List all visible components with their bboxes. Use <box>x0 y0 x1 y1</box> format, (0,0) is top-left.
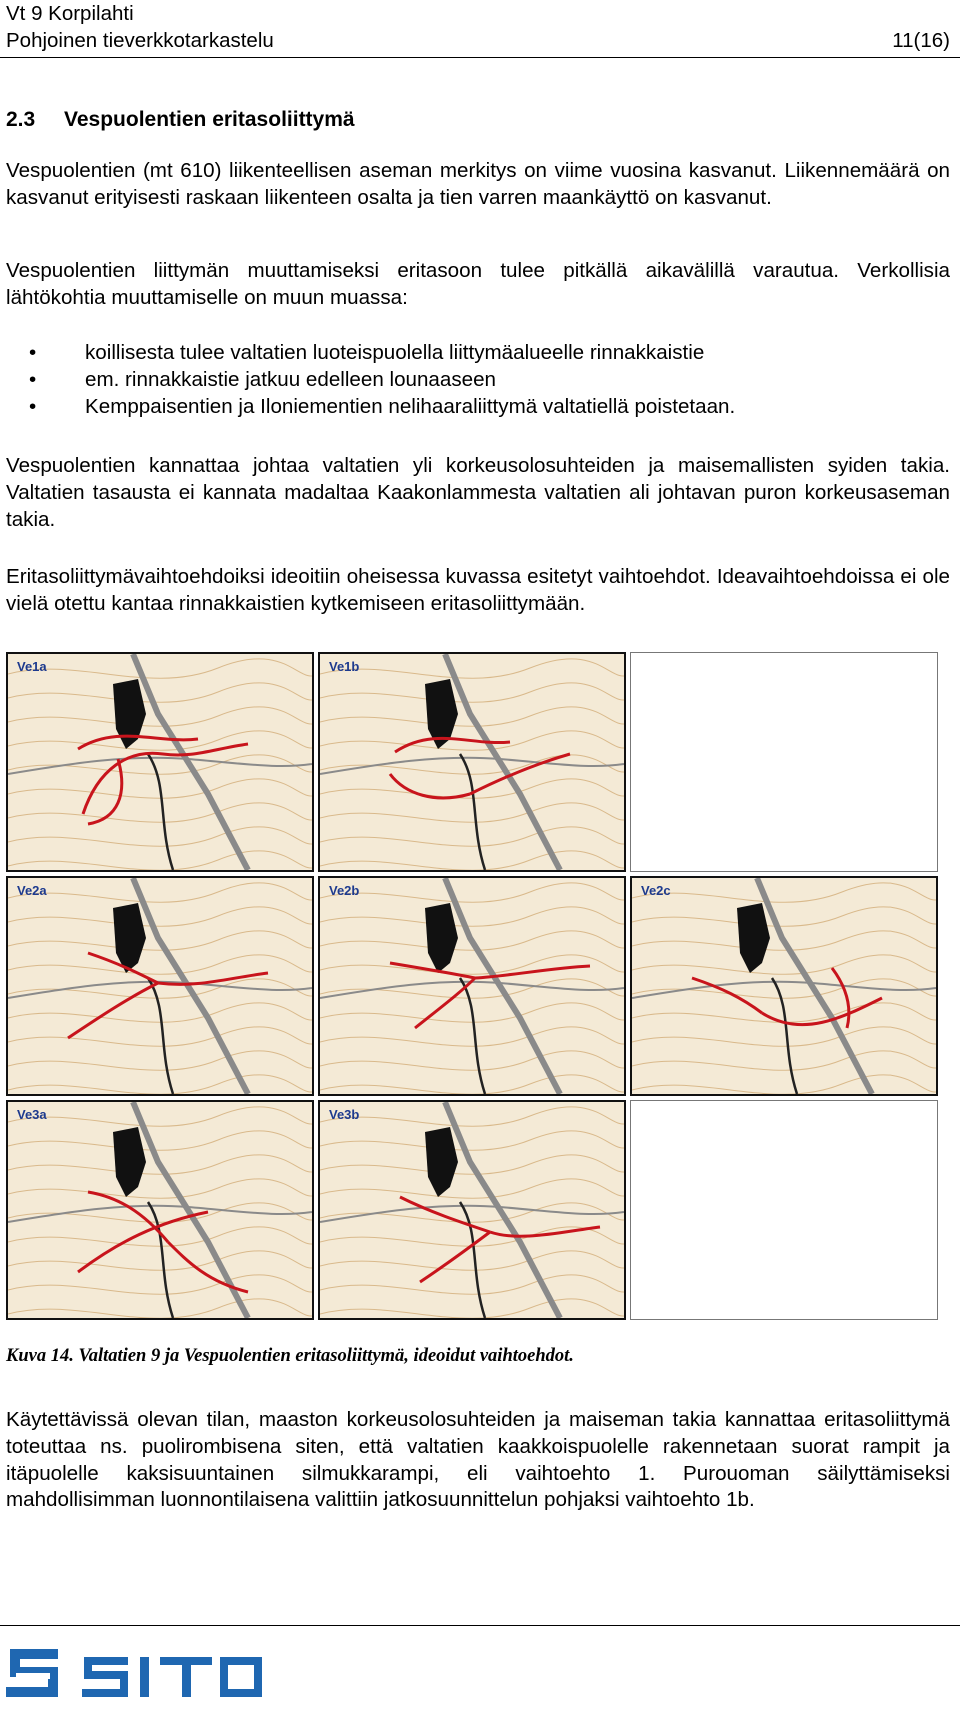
page-header <box>6 0 950 54</box>
section-number: 2.3 <box>6 108 36 131</box>
figure-caption: Kuva 14. Valtatien 9 ja Vespuolentien eritasoliittymä, ideoidut vaihtoehdot. <box>6 1346 574 1366</box>
paragraph-1: Vespuolentien (mt 610) liikenteellisen aseman merkitys on viime vuosina kasvanut. Liikennemäärä on kasvanut erityisesti raskaan liikenteen osalta ja tien varren maankäyttö on kasvanut. <box>6 159 950 209</box>
map-panel <box>318 652 626 872</box>
map-panel <box>318 1100 626 1320</box>
sito-logo <box>6 1643 266 1703</box>
map-image <box>320 878 624 1094</box>
section-title-text: Vespuolentien eritasoliittymä <box>64 108 355 131</box>
paragraph-2: Vespuolentien liittymän muuttamiseksi eritasoon tulee pitkällä aikavälillä varautua. Verkollisia lähtökohtia muuttamiselle on muun muassa: <box>6 259 950 309</box>
map-image <box>320 1102 624 1318</box>
list-item: • em. rinnakkaistie jatkuu edelleen lounaaseen <box>6 366 950 393</box>
map-panel <box>630 876 938 1096</box>
header-page-number: 11(16) <box>892 29 950 52</box>
map-panel <box>630 1100 938 1320</box>
map-image <box>8 1102 312 1318</box>
map-image <box>631 653 937 871</box>
header-project-title: Vt 9 Korpilahti <box>6 2 134 25</box>
section-heading <box>6 108 355 132</box>
map-panel <box>6 876 314 1096</box>
map-image <box>8 878 312 1094</box>
panel-label: Ve2a <box>17 883 47 898</box>
paragraph-5: Käytettävissä olevan tilan, maaston korkeusolosuhteiden ja maiseman takia kannattaa eritasoliittymä toteuttaa ns. puolirombisena siten, että valtatien kaakkoispuolelle rakennetaan suorat rampit ja itäpuolelle kaksisuuntainen silmukkarampi, eli vaihtoehto 1. Purouoman säilyttämiseksi mahdollisimman luonnontilaisena valittiin jatkosuunnittelun pohjaksi vaihtoehto 1b. <box>6 1408 950 1512</box>
map-panel <box>6 1100 314 1320</box>
list-item: • koillisesta tulee valtatien luoteispuolella liittymäalueelle rinnakkaistie <box>6 339 950 366</box>
header-divider <box>0 57 960 58</box>
paragraph-3: Vespuolentien kannattaa johtaa valtatien yli korkeusolosuhteiden ja maisemallisten syiden takia. Valtatien tasausta ei kannata madaltaa Kaakonlammesta valtatien ali johtavan puron korkeusaseman takia. <box>6 454 950 531</box>
list-item: • Kemppaisentien ja Iloniementien nelihaaraliittymä valtatiellä poistetaan. <box>6 393 950 420</box>
paragraph-4: Eritasoliittymävaihtoehdoiksi ideoitiin oheisessa kuvassa esitetyt vaihtoehdot. Ideavaihtoehdoissa ei ole vielä otettu kantaa rinnakkaistien kytkemiseen eritasoliittymään. <box>6 565 950 615</box>
footer-divider <box>0 1625 960 1626</box>
map-image <box>631 1101 937 1319</box>
header-document-title: Pohjoinen tieverkkotarkastelu <box>6 29 274 52</box>
map-panel <box>318 876 626 1096</box>
map-image <box>320 654 624 870</box>
panel-label: Ve3a <box>17 1107 47 1122</box>
panel-label: Ve2b <box>329 883 360 898</box>
map-image <box>8 654 312 870</box>
panel-label: Ve3b <box>329 1107 360 1122</box>
bullet-list <box>6 339 950 420</box>
panel-label: Ve1b <box>329 659 360 674</box>
panel-label: Ve2c <box>641 883 671 898</box>
map-image <box>632 878 936 1094</box>
map-panel <box>630 652 938 872</box>
figure-alternatives-grid <box>6 652 944 1326</box>
map-panel <box>6 652 314 872</box>
panel-label: Ve1a <box>17 659 47 674</box>
